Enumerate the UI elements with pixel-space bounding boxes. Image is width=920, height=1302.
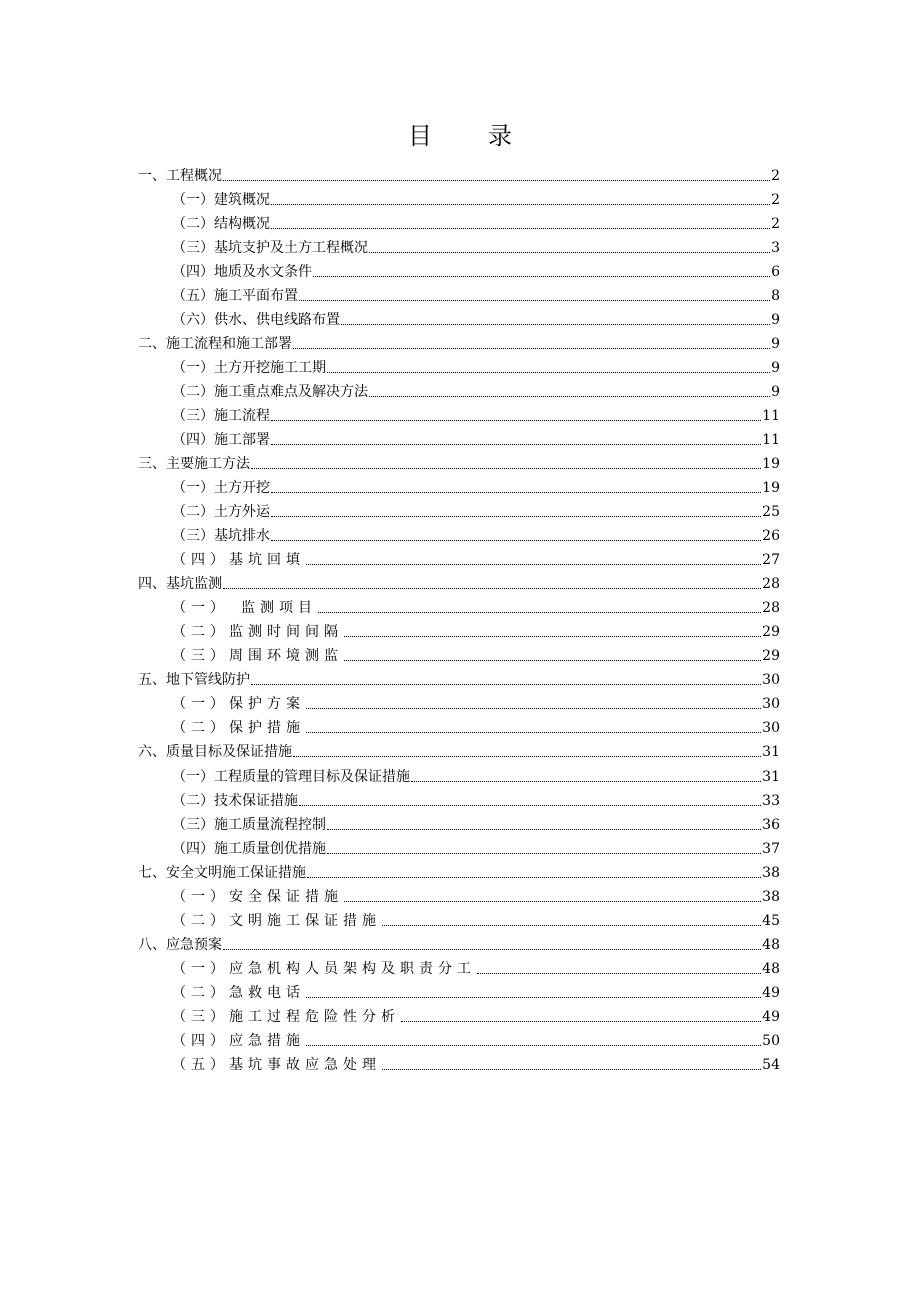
toc-entry-page-number: 48: [762, 960, 780, 977]
toc-dot-leader: [382, 1069, 761, 1070]
toc-entry-title: （六）供水、供电线路布置: [172, 312, 340, 329]
toc-entry: [172, 906, 780, 930]
toc-entry-page-number: 2: [771, 192, 780, 209]
toc-entry-title: 五、地下管线防护: [138, 672, 250, 689]
toc-entry: [172, 786, 780, 810]
toc-dot-leader: [293, 348, 770, 349]
toc-entry-title: （四）地质及水文条件: [172, 264, 312, 281]
toc-entry-page-number: 25: [762, 504, 780, 521]
toc-entry: [172, 425, 780, 449]
toc-dot-leader: [299, 805, 761, 806]
toc-entry: [172, 305, 780, 329]
toc-entry: [138, 329, 780, 353]
toc-entry-page-number: 28: [762, 600, 780, 617]
toc-entry: [138, 569, 780, 593]
toc-dot-leader: [327, 372, 770, 373]
toc-dot-leader: [271, 228, 770, 229]
toc-entry: [172, 521, 780, 545]
toc-dot-leader: [271, 204, 770, 205]
toc-entry-page-number: 38: [762, 864, 780, 881]
toc-entry-page-number: 50: [762, 1032, 780, 1049]
toc-entry-title: （二）急救电话: [172, 984, 305, 1001]
toc-entry-title: （二）土方外运: [172, 504, 270, 521]
toc-dot-leader: [306, 564, 761, 565]
toc-entry: [138, 665, 780, 689]
toc-dot-leader: [327, 829, 761, 830]
toc-entry-title: （二）监测时间间隔: [172, 624, 343, 641]
toc-entry-page-number: 19: [762, 456, 780, 473]
toc-entry-title: （一）工程质量的管理目标及保证措施: [172, 768, 410, 785]
toc-entry-page-number: 26: [762, 528, 780, 545]
toc-entry: [138, 161, 780, 185]
toc-dot-leader: [401, 1021, 761, 1022]
toc-dot-leader: [313, 276, 770, 277]
toc-entry: [172, 834, 780, 858]
toc-entry-page-number: 49: [762, 1008, 780, 1025]
toc-dot-leader: [271, 420, 761, 421]
toc-entry: [172, 641, 780, 665]
toc-dot-leader: [223, 180, 770, 181]
toc-dot-leader: [344, 660, 761, 661]
toc-entry-page-number: 11: [762, 408, 780, 425]
toc-entry: [172, 545, 780, 569]
toc-dot-leader: [306, 708, 761, 709]
toc-entry-page-number: 9: [771, 384, 780, 401]
toc-dot-leader: [307, 877, 761, 878]
toc-entry: [172, 377, 780, 401]
toc-entry: [172, 209, 780, 233]
toc-entry-title: （二）文明施工保证措施: [172, 912, 381, 929]
toc-entry-page-number: 30: [762, 720, 780, 737]
toc-entry-title: （一）安全保证措施: [172, 888, 343, 905]
toc-entry-title: （三）基坑支护及土方工程概况: [172, 240, 368, 257]
toc-entry-page-number: 29: [762, 624, 780, 641]
toc-entry-page-number: 11: [762, 432, 780, 449]
toc-dot-leader: [271, 444, 761, 445]
toc-entry-title: （一）土方开挖: [172, 480, 270, 497]
toc-dot-leader: [344, 636, 761, 637]
toc-entry-title: （二）保护措施: [172, 720, 305, 737]
toc-entry-title: 一、工程概况: [138, 168, 222, 184]
toc-dot-leader: [271, 492, 761, 493]
toc-dot-leader: [318, 612, 761, 613]
toc-entry-title: （三）施工流程: [172, 408, 270, 425]
toc-entry-title: （一）建筑概况: [172, 192, 270, 209]
toc-dot-leader: [251, 468, 761, 469]
toc-entry: [172, 257, 780, 281]
toc-entry: [172, 1050, 780, 1074]
toc-entry-page-number: 27: [762, 552, 780, 569]
toc-dot-leader: [341, 324, 770, 325]
toc-entry-page-number: 45: [762, 912, 780, 929]
toc-entry-title: （五）施工平面布置: [172, 288, 298, 305]
toc-entry-page-number: 19: [762, 480, 780, 497]
toc-entry-title: （四）施工部署: [172, 432, 270, 449]
toc-entry-page-number: 54: [762, 1056, 780, 1073]
toc-entry: [172, 473, 780, 497]
toc-entry-page-number: 3: [771, 240, 780, 257]
toc-entry-page-number: 49: [762, 984, 780, 1001]
toc-entry-page-number: 9: [771, 360, 780, 377]
toc-entry-page-number: 30: [762, 672, 780, 689]
toc-dot-leader: [251, 684, 761, 685]
toc-entry-page-number: 8: [771, 288, 780, 305]
toc-entry-page-number: 37: [762, 840, 780, 857]
toc-entry-title: （二）施工重点难点及解决方法: [172, 384, 368, 401]
toc-entry-title: 四、基坑监测: [138, 576, 222, 593]
toc-dot-leader: [271, 540, 761, 541]
toc-dot-leader: [477, 973, 761, 974]
toc-entry: [172, 233, 780, 257]
toc-entry: [172, 689, 780, 713]
toc-entry-title: （四）基坑回填: [172, 552, 305, 569]
toc-entry-title: （二）结构概况: [172, 216, 270, 233]
toc-entry: [172, 882, 780, 906]
toc-dot-leader: [223, 949, 761, 950]
toc-entry-page-number: 38: [762, 888, 780, 905]
toc-entry-title: （二）技术保证措施: [172, 792, 298, 809]
toc-dot-leader: [327, 853, 761, 854]
toc-entry-title: 八、应急预案: [138, 936, 222, 953]
toc-entry-title: （一）保护方案: [172, 696, 305, 713]
toc-entry-page-number: 33: [762, 792, 780, 809]
toc-dot-leader: [344, 901, 761, 902]
toc-entry: [172, 762, 780, 786]
toc-entry-page-number: 31: [762, 744, 780, 761]
toc-dot-leader: [299, 300, 770, 301]
toc-entry: [172, 810, 780, 834]
toc-dot-leader: [369, 252, 770, 253]
toc-entry-page-number: 2: [771, 168, 780, 184]
toc-entry-page-number: 29: [762, 648, 780, 665]
toc-dot-leader: [369, 396, 770, 397]
toc-entry-page-number: 31: [762, 768, 780, 785]
toc-dot-leader: [306, 732, 761, 733]
toc-entry-title: （三）施工过程危险性分析: [172, 1008, 400, 1025]
toc-entry: [172, 593, 780, 617]
toc-entry-title: （三）周围环境测监: [172, 648, 343, 665]
toc-entry-title: （四）应急措施: [172, 1032, 305, 1049]
toc-entry-title: （三）施工质量流程控制: [172, 816, 326, 833]
toc-entry: [138, 737, 780, 761]
toc-entry-title: （三）基坑排水: [172, 528, 270, 545]
toc-entry: [172, 497, 780, 521]
toc-entry: [172, 1002, 780, 1026]
toc-entry: [172, 185, 780, 209]
toc-entry: [138, 858, 780, 882]
toc-dot-leader: [382, 925, 761, 926]
toc-entry-title: （一）土方开挖施工工期: [172, 360, 326, 377]
toc-entry-title: （四）施工质量创优措施: [172, 840, 326, 857]
toc-entry: [172, 401, 780, 425]
toc-dot-leader: [223, 588, 761, 589]
toc-dot-leader: [293, 756, 761, 757]
toc-entry-title: （五）基坑事故应急处理: [172, 1056, 381, 1073]
toc-dot-leader: [271, 516, 761, 517]
toc-entry-title: （一） 监测项目: [172, 600, 317, 617]
toc-entry: [138, 449, 780, 473]
toc-entry-page-number: 28: [762, 576, 780, 593]
toc-entry: [172, 353, 780, 377]
toc-entry: [172, 617, 780, 641]
toc-entry-page-number: 48: [762, 936, 780, 953]
toc-entry: [172, 281, 780, 305]
toc-entry-page-number: 9: [771, 336, 780, 353]
toc-entry-page-number: 36: [762, 816, 780, 833]
toc-dot-leader: [411, 781, 761, 782]
toc-dot-leader: [306, 997, 761, 998]
toc-dot-leader: [306, 1045, 761, 1046]
toc-title: 目录: [408, 122, 568, 150]
toc-entry-page-number: 2: [771, 216, 780, 233]
toc-entry: [172, 713, 780, 737]
toc-entry-title: 七、安全文明施工保证措施: [138, 864, 306, 881]
toc-entry-page-number: 6: [771, 264, 780, 281]
toc-entry: [172, 954, 780, 978]
toc-entry-title: （一）应急机构人员架构及职责分工: [172, 960, 476, 977]
toc-entry-page-number: 9: [771, 312, 780, 329]
toc-entry-title: 六、质量目标及保证措施: [138, 744, 292, 761]
toc-entry-title: 三、主要施工方法: [138, 456, 250, 473]
toc-entry: [172, 1026, 780, 1050]
toc-entry-page-number: 30: [762, 696, 780, 713]
toc-entry: [172, 978, 780, 1002]
toc-entry: [138, 930, 780, 954]
toc-entry-title: 二、施工流程和施工部署: [138, 336, 292, 353]
